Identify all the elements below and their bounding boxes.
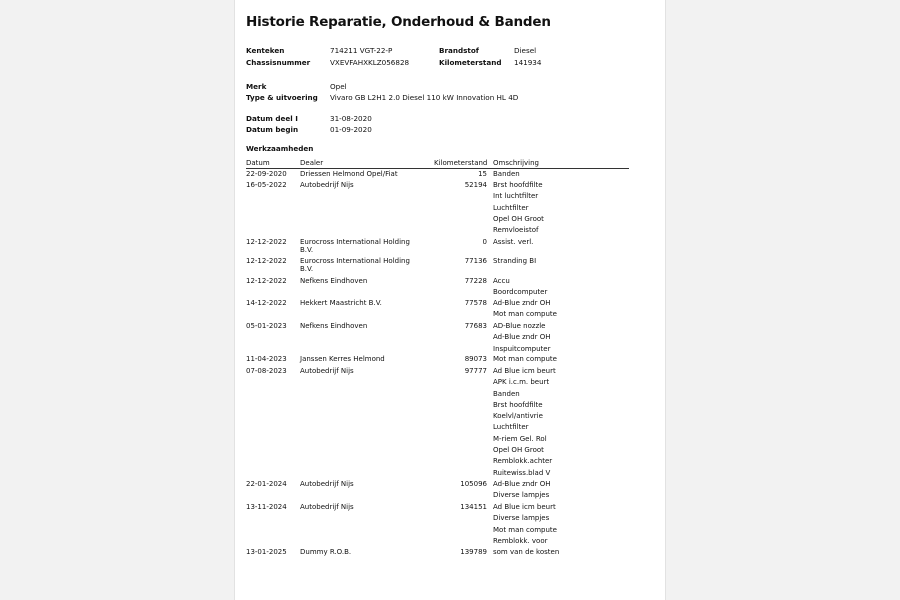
row-omschrijving xyxy=(493,503,557,548)
omschrijving-item: som van de kosten xyxy=(493,548,560,556)
row-kilometerstand: 77683 xyxy=(464,322,487,330)
omschrijving-item: Diverse lampjes xyxy=(493,514,550,523)
header-omschrijving: Omschrijving xyxy=(493,159,539,167)
kilometerstand-label: Kilometerstand xyxy=(439,58,502,67)
row-dealer: Autobedrijf Nijs xyxy=(300,181,354,189)
omschrijving-item: Assist. verl. xyxy=(493,238,534,246)
omschrijving-item: AD-Blue nozzle xyxy=(493,322,546,330)
row-omschrijving xyxy=(493,480,551,503)
merk-value: Opel xyxy=(330,82,347,91)
kilometerstand-value: 141934 xyxy=(514,58,542,67)
row-datum: 12-12-2022 xyxy=(246,257,287,265)
row-omschrijving xyxy=(493,181,544,237)
omschrijving-item: Ruitewiss.blad V xyxy=(493,468,551,477)
table-header xyxy=(246,158,629,169)
datum-deel-value: 31-08-2020 xyxy=(330,114,372,123)
omschrijving-item: Luchtfilter xyxy=(493,203,529,212)
row-omschrijving xyxy=(493,322,551,356)
row-omschrijving xyxy=(493,367,556,480)
type-value: Vivaro GB L2H1 2.0 Diesel 110 kW Innovation HL 4D xyxy=(330,93,519,102)
omschrijving-item: Mot man compute xyxy=(493,310,557,319)
omschrijving-item: Ad Blue icm beurt xyxy=(493,367,556,375)
omschrijving-item: Accu xyxy=(493,277,510,285)
row-dealer: Dummy R.O.B. xyxy=(300,548,352,556)
header-kilometerstand: Kilometerstand xyxy=(434,159,488,167)
row-datum: 16-05-2022 xyxy=(246,181,287,189)
omschrijving-item: Mot man compute xyxy=(493,355,557,363)
omschrijving-item: Opel OH Groot xyxy=(493,214,544,223)
row-omschrijving xyxy=(493,257,536,268)
omschrijving-item: Stranding BI xyxy=(493,257,537,265)
row-dealer: Driessen Helmond Opel/Fiat xyxy=(300,170,398,178)
row-dealer: Autobedrijf Nijs xyxy=(300,503,354,511)
row-dealer: Eurocross International Holding B.V. xyxy=(300,257,410,273)
row-kilometerstand: 97777 xyxy=(464,367,487,375)
row-dealer: Autobedrijf Nijs xyxy=(300,367,354,375)
omschrijving-item: Inspuitcomputer xyxy=(493,344,551,353)
datum-begin-label: Datum begin xyxy=(246,125,299,134)
row-kilometerstand: 15 xyxy=(478,170,487,178)
omschrijving-item: Remblokk. voor xyxy=(493,536,548,545)
omschrijving-item: Luchtfilter xyxy=(493,423,529,432)
row-datum: 22-09-2020 xyxy=(246,170,287,178)
row-kilometerstand: 89073 xyxy=(464,355,487,363)
row-datum: 14-12-2022 xyxy=(246,299,287,307)
omschrijving-item: Remvloeistof xyxy=(493,226,539,235)
omschrijving-item: Int luchtfilter xyxy=(493,192,539,201)
omschrijving-item: Ad-Blue zndr OH xyxy=(493,333,551,342)
row-omschrijving xyxy=(493,238,533,249)
omschrijving-item: Ad Blue icm beurt xyxy=(493,503,556,511)
omschrijving-item: Ad-Blue zndr OH xyxy=(493,480,551,488)
omschrijving-item: Boordcomputer xyxy=(493,288,548,297)
omschrijving-item: Diverse lampjes xyxy=(493,491,550,500)
header-datum: Datum xyxy=(246,159,270,167)
row-kilometerstand: 77136 xyxy=(464,257,487,265)
row-kilometerstand: 105096 xyxy=(460,480,487,488)
omschrijving-item: Remblokk.achter xyxy=(493,457,553,466)
kenteken-value: 714211 VGT-22-P xyxy=(330,46,393,55)
row-omschrijving xyxy=(493,548,559,559)
row-datum: 12-12-2022 xyxy=(246,277,287,285)
brandstof-label: Brandstof xyxy=(439,46,479,55)
row-dealer: Nefkens Eindhoven xyxy=(300,322,368,330)
row-kilometerstand: 0 xyxy=(482,238,487,246)
row-omschrijving xyxy=(493,277,547,300)
row-kilometerstand: 77578 xyxy=(464,299,487,307)
omschrijving-item: M-riem Gel. Rol xyxy=(493,434,547,443)
row-datum: 05-01-2023 xyxy=(246,322,287,330)
row-kilometerstand: 139789 xyxy=(460,548,487,556)
document-page xyxy=(234,0,666,600)
row-dealer: Eurocross International Holding B.V. xyxy=(300,238,410,254)
row-datum: 13-11-2024 xyxy=(246,503,287,511)
omschrijving-item: APK i.c.m. beurt xyxy=(493,378,550,387)
row-omschrijving xyxy=(493,299,557,322)
omschrijving-item: Koelvl/antivrie xyxy=(493,412,543,421)
omschrijving-item: Ad-Blue zndr OH xyxy=(493,299,551,307)
type-label: Type & uitvoering xyxy=(246,93,318,102)
document-title: Historie Reparatie, Onderhoud & Banden xyxy=(246,14,551,30)
row-omschrijving xyxy=(493,355,557,366)
omschrijving-item: Brst hoofdfilte xyxy=(493,181,543,189)
row-kilometerstand: 52194 xyxy=(464,181,487,189)
omschrijving-item: Opel OH Groot xyxy=(493,446,544,455)
datum-deel-label: Datum deel I xyxy=(246,114,298,123)
row-datum: 07-08-2023 xyxy=(246,367,287,375)
omschrijving-item: Mot man compute xyxy=(493,525,557,534)
chassis-value: VXEVFAHXKLZ056828 xyxy=(330,58,410,67)
kenteken-label: Kenteken xyxy=(246,46,285,55)
row-kilometerstand: 134151 xyxy=(460,503,487,511)
row-dealer: Autobedrijf Nijs xyxy=(300,480,354,488)
omschrijving-item: Brst hoofdfilte xyxy=(493,400,543,409)
datum-begin-value: 01-09-2020 xyxy=(330,125,372,134)
row-datum: 22-01-2024 xyxy=(246,480,287,488)
row-datum: 12-12-2022 xyxy=(246,238,287,246)
row-dealer: Janssen Kerres Helmond xyxy=(300,355,385,363)
omschrijving-item: Banden xyxy=(493,170,520,178)
row-datum: 11-04-2023 xyxy=(246,355,287,363)
row-kilometerstand: 77228 xyxy=(464,277,487,285)
section-title: Werkzaamheden xyxy=(246,144,314,153)
merk-label: Merk xyxy=(246,82,267,91)
omschrijving-item: Banden xyxy=(493,389,520,398)
header-dealer: Dealer xyxy=(300,159,324,167)
chassis-label: Chassisnummer xyxy=(246,58,311,67)
row-datum: 13-01-2025 xyxy=(246,548,287,556)
row-omschrijving xyxy=(493,170,520,181)
brandstof-value: Diesel xyxy=(514,46,537,55)
row-dealer: Nefkens Eindhoven xyxy=(300,277,368,285)
row-dealer: Hekkert Maastricht B.V. xyxy=(300,299,382,307)
